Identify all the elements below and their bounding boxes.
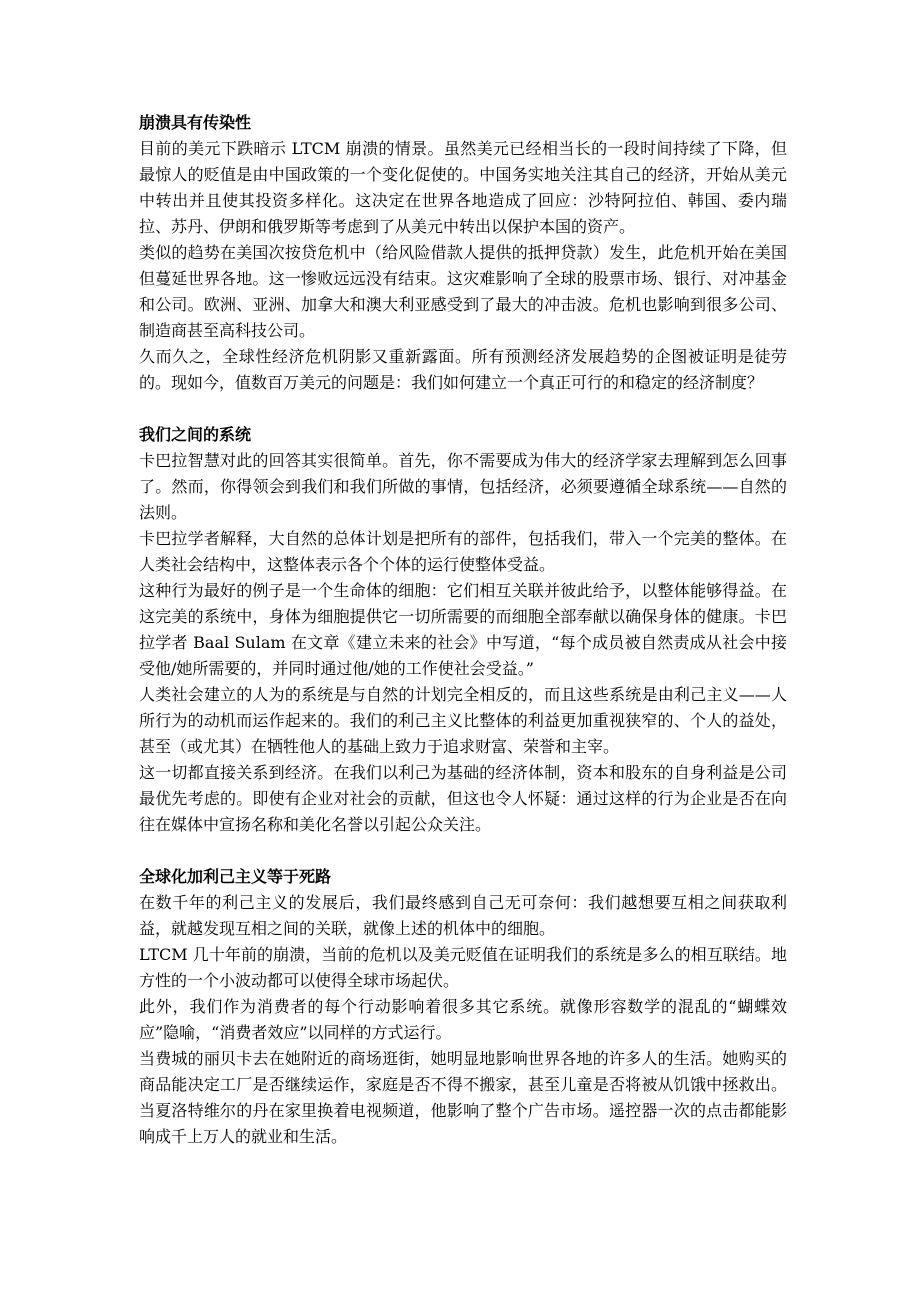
paragraph: 这一切都直接关系到经济。在我们以利己为基础的经济体制，资本和股东的自身利益是公司最优先考虑的。即使有企业对社会的贡献，但这也令人怀疑：通过这样的行为企业是否在向往在媒体中宣扬名称和美化名誉以引起公众关注。 bbox=[139, 763, 787, 834]
paragraph: 在数千年的利己主义的发展后，我们最终感到自己无可奈何：我们越想要互相之间获取利益，就越发现互相之间的关联，就像上述的机体中的细胞。 bbox=[139, 893, 787, 938]
section-heading: 我们之间的系统 bbox=[139, 425, 252, 444]
paragraph: 久而久之，全球性经济危机阴影又重新露面。所有预测经济发展趋势的企图被证明是徒劳的。现如今，值数百万美元的问题是：我们如何建立一个真正可行的和稳定的经济制度？ bbox=[139, 347, 787, 392]
section-system-between-us bbox=[139, 422, 787, 838]
document-page bbox=[139, 110, 787, 1176]
section-heading: 全球化加利己主义等于死路 bbox=[139, 867, 332, 886]
paragraph: 类似的趋势在美国次按贷危机中（给风险借款人提供的抵押贷款）发生，此危机开始在美国但蔓延世界各地。这一惨败远远没有结束。这灾难影响了全球的股票市场、银行、对冲基金和公司。欧洲、亚洲、加拿大和澳大利亚感受到了最大的冲击波。危机也影响到很多公司、制造商甚至高科技公司。 bbox=[139, 243, 787, 340]
section-globalization-egoism bbox=[139, 864, 787, 1150]
paragraph: 目前的美元下跌暗示 LTCM 崩溃的情景。虽然美元已经相当长的一段时间持续了下降，但最惊人的贬值是由中国政策的一个变化促使的。中国务实地关注其自己的经济，开始从美元中转出并且使其投资多样化。这决定在世界各地造成了回应：沙特阿拉伯、韩国、委内瑞拉、苏丹、伊朗和俄罗斯等考虑到了从美元中转出以保护本国的资产。 bbox=[139, 139, 787, 236]
paragraph: 卡巴拉智慧对此的回答其实很简单。首先，你不需要成为伟大的经济学家去理解到怎么回事了。然而，你得领会到我们和我们所做的事情，包括经济，必须要遵循全球系统——自然的法则。 bbox=[139, 451, 787, 522]
paragraph: 卡巴拉学者解释，大自然的总体计划是把所有的部件，包括我们，带入一个完美的整体。在人类社会结构中，这整体表示各个个体的运行使整体受益。 bbox=[139, 529, 787, 574]
paragraph: 此外，我们作为消费者的每个行动影响着很多其它系统。就像形容数学的混乱的“蝴蝶效应”隐喻，“消费者效应”以同样的方式运行。 bbox=[139, 997, 787, 1042]
section-heading: 崩溃具有传染性 bbox=[139, 113, 252, 132]
paragraph: 当费城的丽贝卡去在她附近的商场逛街，她明显地影响世界各地的许多人的生活。她购买的商品能决定工厂是否继续运作，家庭是否不得不搬家，甚至儿童是否将被从饥饿中拯救出。当夏洛特维尔的丹在家里换着电视频道，他影响了整个广告市场。遥控器一次的点击都能影响成千上万人的就业和生活。 bbox=[139, 1049, 787, 1146]
paragraph: LTCM 几十年前的崩溃，当前的危机以及美元贬值在证明我们的系统是多么的相互联结。地方性的一个小波动都可以使得全球市场起伏。 bbox=[139, 945, 787, 990]
paragraph: 这种行为最好的例子是一个生命体的细胞：它们相互关联并彼此给予，以整体能够得益。在这完美的系统中，身体为细胞提供它一切所需要的而细胞全部奉献以确保身体的健康。卡巴拉学者 Baal Sulam 在文章《建立未来的社会》中写道，“每个成员被自然责成从社会中接受他/她所需要的，并同时通过他/她的工作使社会受益。” bbox=[139, 581, 787, 678]
section-contagion bbox=[139, 110, 787, 396]
paragraph: 人类社会建立的人为的系统是与自然的计划完全相反的，而且这些系统是由利己主义——人所行为的动机而运作起来的。我们的利己主义比整体的利益更加重视狭窄的、个人的益处，甚至（或尤其）在牺牲他人的基础上致力于追求财富、荣誉和主宰。 bbox=[139, 685, 787, 756]
